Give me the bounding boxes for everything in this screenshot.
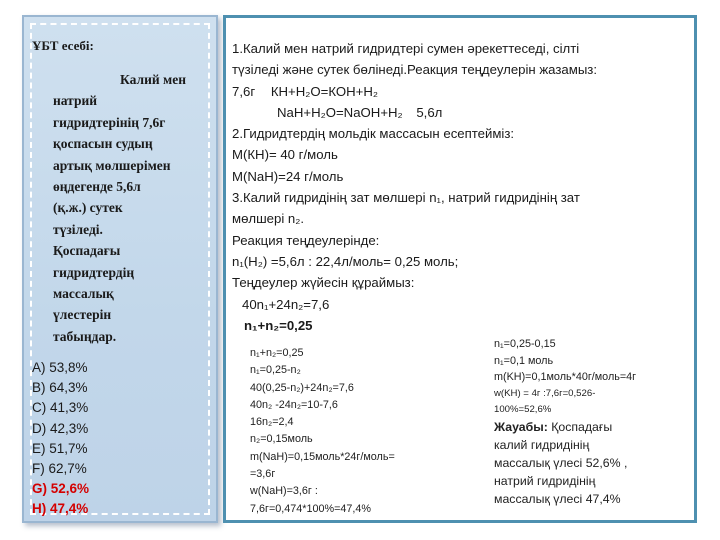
calc-line: w(KH) = 4г :7,6г=0,526-	[494, 387, 596, 399]
task-line: гидридтердің	[53, 264, 135, 280]
calc-line: =3,6г	[250, 468, 276, 481]
final-answer	[494, 418, 694, 508]
equation-nah	[232, 102, 694, 123]
task-line: массалық	[53, 286, 114, 302]
answer-label: Жауабы:	[494, 419, 548, 434]
mixture-mass: 7,6г	[232, 83, 256, 99]
reaction-equations-label: Реакция теңдеулерінде:	[232, 232, 380, 248]
option-g-correct: G) 52,6%	[32, 481, 90, 497]
task-line: натрий	[53, 93, 98, 109]
option-c: С) 41,3%	[32, 400, 89, 416]
solution-card	[223, 15, 697, 523]
answer-line: массалық үлесі 47,4%	[494, 491, 621, 506]
task-statement	[53, 69, 213, 347]
task-line: қоспасын судың	[53, 136, 153, 152]
task-title: ҰБТ есебі:	[32, 38, 94, 53]
option-a: А) 53,8%	[32, 360, 88, 375]
calc-line: w(NaH)=3,6г :	[250, 485, 318, 498]
calc-line: n₂=0,15моль	[250, 433, 313, 446]
calc-line: n₁=0,25-n₂	[250, 364, 301, 377]
calc-line: 16n₂=2,4	[250, 416, 294, 429]
calc-line: n₁=0,25-0,15	[494, 338, 556, 350]
step-3-text-cont: мөлшері n₂.	[232, 211, 305, 227]
calc-line: 100%=52,6%	[494, 403, 552, 415]
hydrogen-moles: n₁(Н₂) =5,6л : 22,4л/моль= 0,25 моль;	[232, 253, 459, 269]
solution-text	[232, 38, 694, 336]
task-line: үлестерін	[53, 307, 112, 323]
task-card	[22, 15, 218, 523]
calculation-left	[250, 345, 465, 518]
option-b: В) 64,3%	[32, 380, 88, 396]
step-2-text: 2.Гидридтердің мольдік массасын есептейміз:	[232, 126, 515, 142]
calc-line: n₁=0,1 моль	[494, 354, 554, 367]
step-3-text: 3.Калий гидридінің зат мөлшері n₁, натрий гидридінің зат	[232, 190, 580, 206]
step-1-text: 1.Калий мен натрий гидридтері сумен әрекеттеседі, сілті	[232, 41, 580, 56]
hydrogen-volume: 5,6л	[416, 104, 443, 120]
calc-line: 40n₂ -24n₂=10-7,6	[250, 398, 338, 411]
task-line: Калий мен	[120, 72, 186, 87]
task-line: табыңдар.	[53, 328, 117, 344]
task-line: артық мөлшерімен	[53, 157, 171, 173]
equation-nah-formula: NaH+H₂O=NaOH+H₂	[277, 104, 403, 120]
task-line: (қ.ж.) сутек	[53, 200, 123, 216]
molar-mass-nah: М(NaH)=24 г/моль	[232, 168, 344, 184]
answer-line: массалық үлесі 52,6% ,	[494, 455, 628, 470]
system-label: Теңдеулер жүйесін құраймыз:	[232, 275, 415, 291]
calc-line: 7,6г=0,474*100%=47,4%	[250, 502, 372, 515]
option-e: Е) 51,7%	[32, 440, 88, 456]
equation-kh	[232, 81, 694, 102]
answer-line: калий гидридінің	[494, 437, 590, 452]
equation-kh-formula: КН+Н₂О=КОН+Н₂	[270, 83, 378, 99]
system-equation-1: 40n₁+24n₂=7,6	[242, 296, 330, 312]
system-equation-2: n₁+n₂=0,25	[244, 317, 313, 333]
answer-first-line	[494, 418, 694, 436]
molar-mass-kh: М(КН)= 40 г/моль	[232, 147, 338, 163]
task-line: Қоспадағы	[53, 243, 121, 259]
task-line: өңдегенде 5,6л	[53, 179, 141, 195]
step-1-text-cont: түзіледі және сутек бөлінеді.Реакция теңдеулерін жазамыз:	[232, 62, 598, 78]
option-d: D) 42,3%	[32, 420, 89, 436]
calc-line: m(NaH)=0,15моль*24г/моль=	[250, 450, 395, 463]
calculation-right	[494, 336, 694, 508]
answer-line: натрий гидридінің	[494, 473, 596, 488]
option-f: F) 62,7%	[32, 461, 87, 477]
calc-line: m(KH)=0,1моль*40г/моль=4г	[494, 371, 637, 384]
task-line: түзіледі.	[53, 221, 103, 237]
calc-line: n₁+n₂=0,25	[250, 347, 304, 359]
answer-text: Қоспадағы	[547, 419, 613, 434]
calc-line: 40(0,25-n₂)+24n₂=7,6	[250, 381, 354, 394]
answer-options	[32, 358, 89, 520]
option-h-correct: H) 47,4%	[32, 501, 89, 517]
task-line: гидридтерінің 7,6г	[53, 114, 166, 130]
